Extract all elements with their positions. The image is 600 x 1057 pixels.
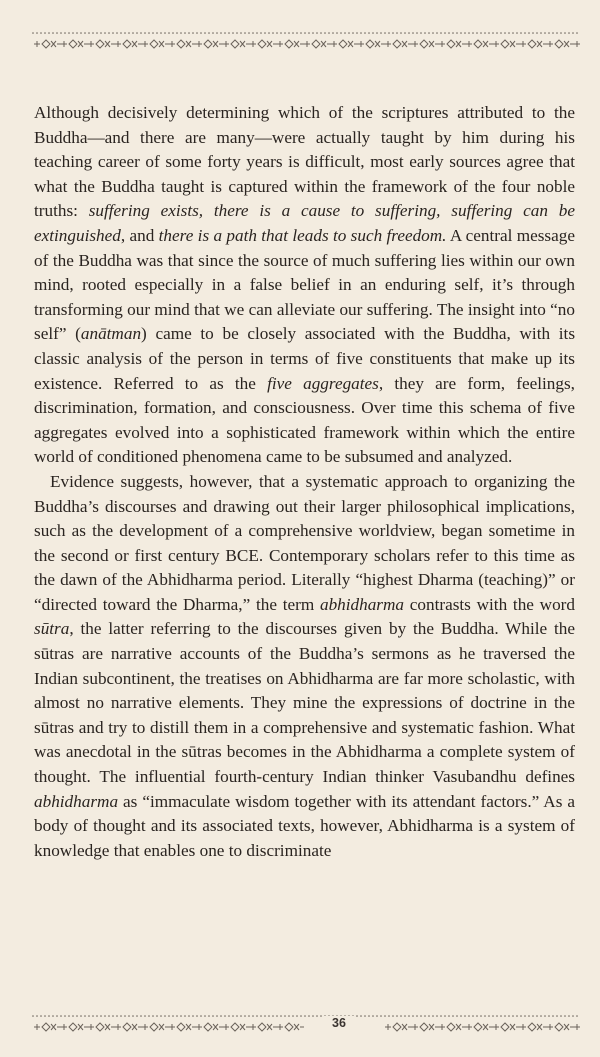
text-segment: contrasts with the word <box>404 594 575 614</box>
italic-text: anātman <box>80 324 142 344</box>
text-segment: , they are form, feelings, discrimination, formation, and consciousness. Over time this schema of five aggregates evolved into a sophisticated framework within which the entire world of conditioned phenomena came to be subsumed and analyzed. <box>34 373 575 467</box>
text-segment: Evidence suggests, however, that a systematic approach to organizing the Buddha’s discourses and drawing out their larger philosophical implications, such as the development of a comprehensive worldview, began sometime in the second or first century BCE. Contemporary scholars refer to this time as the dawn of the Abhidharma period. Literally “highest Dharma (teaching)” or “directed toward the Dharma,” the term <box>34 471 575 614</box>
text-segment: A central message of the Buddha was that since the source of much suffering lies within our own mind, rooted especially in a false belief in an enduring self, it’s through transforming our mind that we can alleviate our suffering. The insight into “no self” ( <box>34 225 575 344</box>
top-ornament-border <box>32 30 580 52</box>
italic-text: there is a path that leads to such freedom. <box>158 225 447 245</box>
bottom-ornament-border <box>32 1013 580 1035</box>
text-segment: Although decisively determining which of the scriptures attributed to the Buddha—and there are many—were actually taught by him during his teaching career of some forty years is difficult, most early sources agree that what the Buddha taught is captured within the framework of the four noble truths: <box>34 103 575 221</box>
text-segment: ) came to be closely associated with the Buddha, with its classic analysis of the person in terms of five constituents that make up its existence. Referred to as the <box>34 324 576 393</box>
body-text <box>34 101 575 863</box>
bottom-ornament-pattern <box>32 1013 580 1035</box>
page-number: 36 <box>322 1016 356 1030</box>
paragraph-2 <box>34 470 575 864</box>
text-segment: , and <box>120 225 159 245</box>
italic-text: sūtra <box>34 619 70 639</box>
italic-text: abhidharma <box>34 791 119 811</box>
italic-text: five aggregates <box>267 373 379 393</box>
italic-text: abhidharma <box>319 594 405 614</box>
italic-text: suffering exists, there is a cause to suffering, suffering can be extinguished <box>34 201 575 245</box>
text-segment: , the latter referring to the discourses given by the Buddha. While the sūtras are narrative accounts of the Buddha’s sermons as he traversed the Indian subcontinent, the treatises on Abhidharma are far more scholastic, with almost no narrative elements. They mine the expressions of doctrine in the sūtras and try to distill them in a comprehensive and systematic fashion. What was anecdotal in the sūtras becomes in the Abhidharma a complete system of thought. The influential fourth-century Indian thinker Vasubandhu defines <box>34 619 575 787</box>
top-ornament-pattern <box>32 30 580 52</box>
paragraph-1 <box>34 101 575 470</box>
text-segment: as “immaculate wisdom together with its attendant factors.” As a body of thought and its associated texts, however, Abhidharma is a system of knowledge that enables one to discriminate <box>34 791 575 860</box>
